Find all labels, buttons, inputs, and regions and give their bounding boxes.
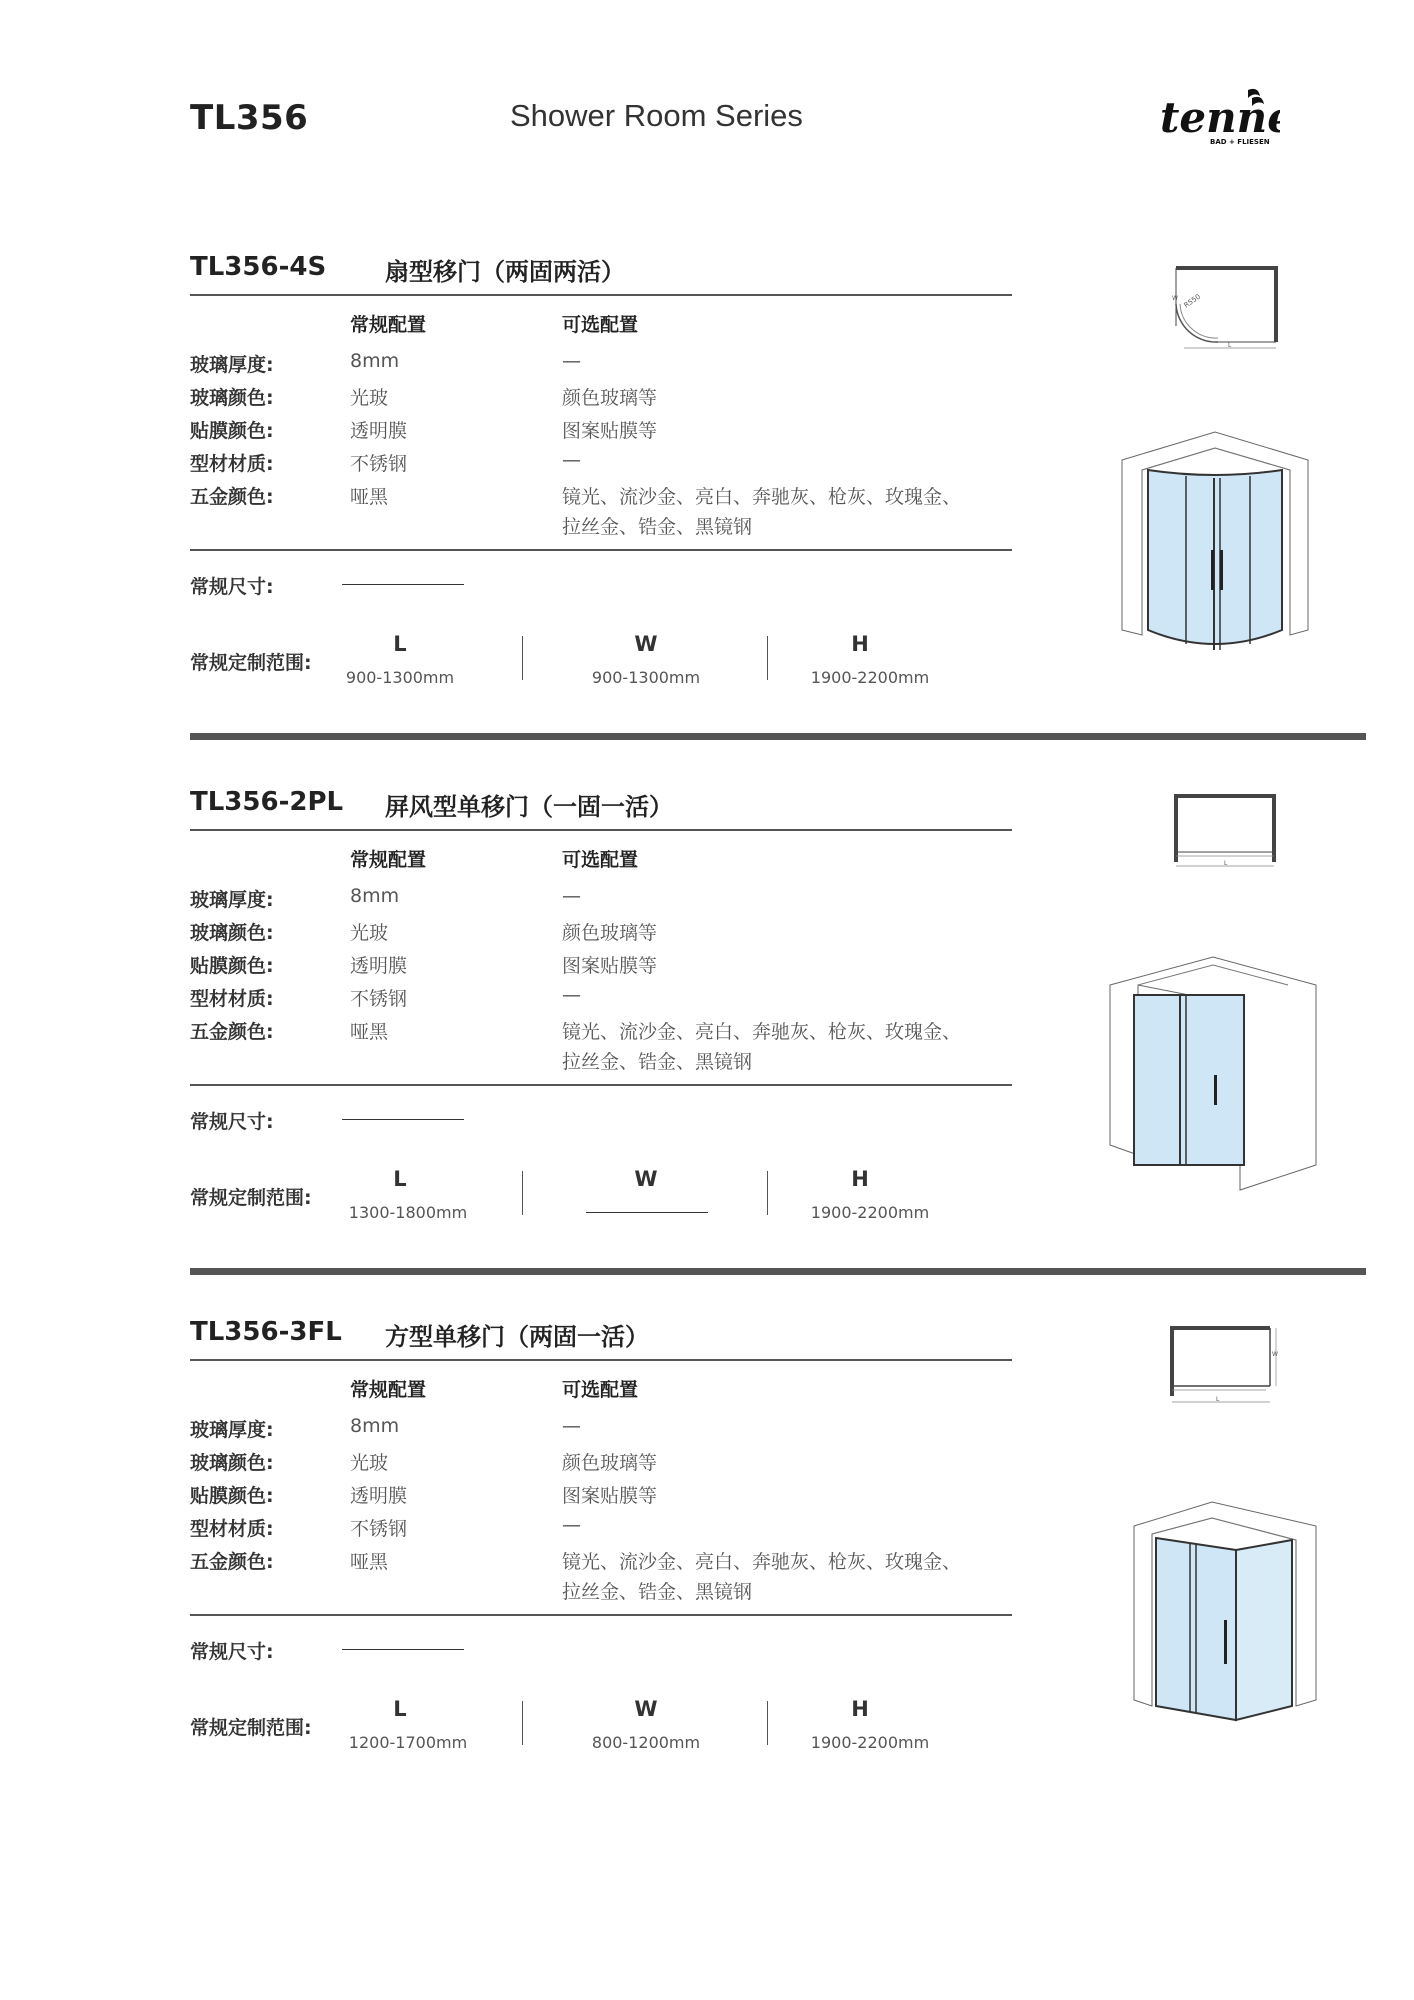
option-hardware-1: 镜光、流沙金、亮白、奔驰灰、枪灰、玫瑰金、 [562,1551,962,1573]
divider [190,1359,1012,1361]
dim-separator [767,1701,768,1745]
option-profile: — [562,1514,581,1536]
col-standard: 常规配置 [350,849,427,871]
col-optional: 可选配置 [562,1379,639,1401]
plan-radius: R550 [1182,292,1203,310]
label-std-size: 常规尺寸: [190,1641,274,1663]
col-optional: 可选配置 [562,849,639,871]
product-code: TL356-4S [190,252,327,282]
plan-label-l: L [1228,342,1232,349]
value-glass-color: 光玻 [350,1452,389,1474]
option-glass-color: 颜色玻璃等 [562,1452,658,1474]
divider [190,549,1012,551]
section-separator [190,733,1366,740]
label-hardware: 五金颜色: [190,486,274,508]
label-thickness: 玻璃厚度: [190,354,274,376]
value-thickness: 8mm [350,1415,400,1437]
option-thickness: — [562,885,581,907]
option-thickness: — [562,1415,581,1437]
option-hardware-2: 拉丝金、锆金、黑镜钢 [562,1581,753,1603]
label-profile: 型材材质: [190,453,274,475]
dim-value-w: 800-1200mm [591,1733,701,1752]
dim-value-w-empty [586,1212,708,1213]
col-standard: 常规配置 [350,1379,427,1401]
option-film-color: 图案贴膜等 [562,1485,658,1507]
label-std-size: 常规尺寸: [190,576,274,598]
option-hardware-1: 镜光、流沙金、亮白、奔驰灰、枪灰、玫瑰金、 [562,486,962,508]
floor-plan-diagram [1170,260,1280,350]
value-thickness: 8mm [350,885,400,907]
value-profile: 不锈钢 [350,453,408,475]
label-film-color: 贴膜颜色: [190,1485,274,1507]
dim-separator [767,636,768,680]
handle-icon [1211,550,1214,590]
product-name: 扇型移门（两固两活） [385,258,625,286]
value-film-color: 透明膜 [350,1485,408,1507]
product-perspective-diagram [1108,955,1318,1195]
handle-icon [1224,1620,1227,1664]
dim-label-l: L [393,632,407,656]
dim-value-h: 1900-2200mm [810,1733,930,1752]
value-hardware: 哑黑 [350,1551,389,1573]
divider [190,1614,1012,1616]
dim-value-l: 1200-1700mm [348,1733,468,1752]
option-hardware-2: 拉丝金、锆金、黑镜钢 [562,516,753,538]
label-glass-color: 玻璃颜色: [190,922,274,944]
value-profile: 不锈钢 [350,1518,408,1540]
value-hardware: 哑黑 [350,1021,389,1043]
label-glass-color: 玻璃颜色: [190,387,274,409]
plan-label-l: L [1216,1396,1220,1403]
label-std-size: 常规尺寸: [190,1111,274,1133]
label-hardware: 五金颜色: [190,1021,274,1043]
dim-label-l: L [393,1697,407,1721]
option-profile: — [562,449,581,471]
option-glass-color: 颜色玻璃等 [562,387,658,409]
floor-plan-diagram [1166,1322,1282,1408]
divider [190,829,1012,831]
section-separator [190,1268,1366,1275]
dim-value-l: 1300-1800mm [348,1203,468,1222]
col-optional: 可选配置 [562,314,639,336]
value-glass-color: 光玻 [350,922,389,944]
label-profile: 型材材质: [190,1518,274,1540]
option-hardware-2: 拉丝金、锆金、黑镜钢 [562,1051,753,1073]
product-name: 方型单移门（两固一活） [385,1323,649,1351]
dim-value-h: 1900-2200mm [810,1203,930,1222]
product-perspective-diagram [1132,1500,1318,1730]
handle-icon [1214,1075,1217,1105]
floor-plan-diagram [1170,790,1280,870]
label-custom-range: 常规定制范围: [190,1717,312,1739]
value-profile: 不锈钢 [350,988,408,1010]
divider [190,294,1012,296]
dim-separator [767,1171,768,1215]
std-size-empty [342,1649,464,1650]
label-custom-range: 常规定制范围: [190,1187,312,1209]
divider [190,1084,1012,1086]
value-film-color: 透明膜 [350,955,408,977]
option-film-color: 图案贴膜等 [562,420,658,442]
label-film-color: 贴膜颜色: [190,420,274,442]
plan-label-w: W [1272,1351,1278,1358]
dim-separator [522,636,523,680]
dim-label-h: H [851,1167,869,1191]
product-name: 屏风型单移门（一固一活） [385,793,673,821]
option-film-color: 图案贴膜等 [562,955,658,977]
dim-label-l: L [393,1167,407,1191]
col-standard: 常规配置 [350,314,427,336]
value-thickness: 8mm [350,350,400,372]
std-size-empty [342,1119,464,1120]
option-hardware-1: 镜光、流沙金、亮白、奔驰灰、枪灰、玫瑰金、 [562,1021,962,1043]
dim-label-h: H [851,632,869,656]
plan-label-w: W [1172,295,1178,302]
value-glass-color: 光玻 [350,387,389,409]
series-title: Shower Room Series [510,98,803,133]
plan-label-l: L [1224,860,1228,867]
label-film-color: 贴膜颜色: [190,955,274,977]
dim-separator [522,1701,523,1745]
option-glass-color: 颜色玻璃等 [562,922,658,944]
product-perspective-diagram [1120,430,1310,650]
label-thickness: 玻璃厚度: [190,1419,274,1441]
dim-value-l: 900-1300mm [345,668,455,687]
dim-label-w: W [634,1167,658,1191]
option-thickness: — [562,350,581,372]
label-profile: 型材材质: [190,988,274,1010]
dim-label-w: W [634,1697,658,1721]
dim-label-w: W [634,632,658,656]
label-glass-color: 玻璃颜色: [190,1452,274,1474]
value-hardware: 哑黑 [350,486,389,508]
dim-separator [522,1171,523,1215]
label-hardware: 五金颜色: [190,1551,274,1573]
value-film-color: 透明膜 [350,420,408,442]
product-code: TL356-2PL [190,787,344,817]
logo-wordmark: tenn [1160,93,1268,142]
dim-value-h: 1900-2200mm [810,668,930,687]
std-size-empty [342,584,464,585]
product-code: TL356-3FL [190,1317,342,1347]
page-code: TL356 [190,98,309,138]
logo-subtext: BAD + FLIESEN [1210,138,1270,146]
brand-logo [1160,86,1280,150]
dim-label-h: H [851,1697,869,1721]
label-custom-range: 常规定制范围: [190,652,312,674]
label-thickness: 玻璃厚度: [190,889,274,911]
option-profile: — [562,984,581,1006]
dim-value-w: 900-1300mm [591,668,701,687]
